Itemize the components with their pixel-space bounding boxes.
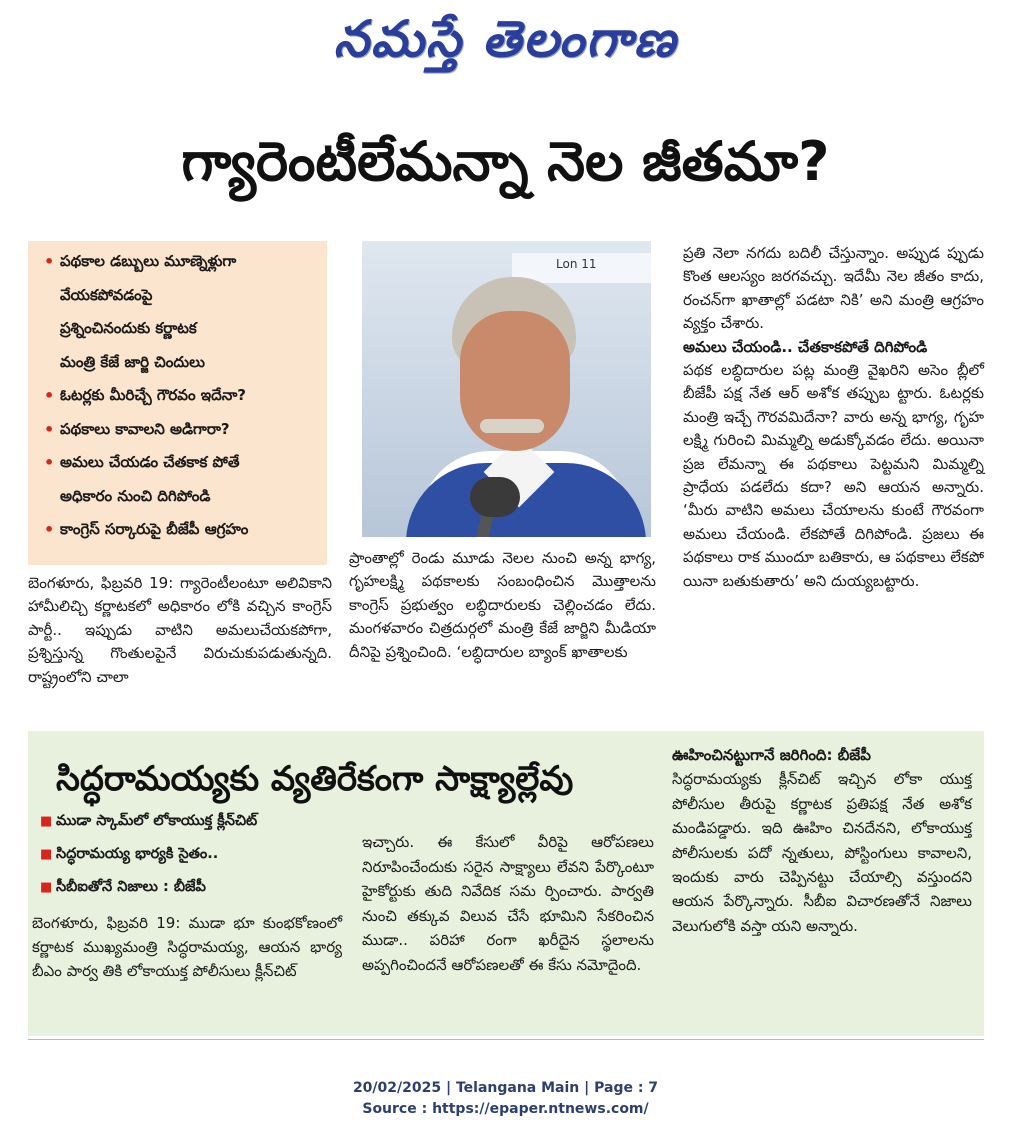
bullet-icon: •	[44, 453, 55, 472]
story2-headline: సిద్ధరామయ్యకు వ్యతిరేకంగా సాక్ష్యాల్లేవు	[56, 759, 574, 799]
minister-photo	[362, 241, 651, 537]
story2-text-3: సిద్ధరామయ్యకు క్లీన్‌చిట్ ఇచ్చిన లోకా యుక్త పోలీసుల తీరుపై కర్ణాటక ప్రతిపక్ష నేత అశోక మండిపడ్డారు. ఇది ఊహిం చినదేనని, లోకాయుక్త పోలీసులకు పదో న్నతులు, పోస్టింగులు కావాలని, ఇందుకు వారు చెప్పినట్టు చేయాల్సి వస్తుందని ఆయన పేర్కొన్నారు. సీబీఐ విచారణతోనే నిజాలు వెలుగులోకి వస్తా యని అన్నారు.	[672, 770, 972, 935]
highlight-text: అమలు చేయడం చేతకాక పోతే	[60, 453, 240, 471]
story2-text-2: ఇచ్చారు. ఈ కేసులో వీరిపై ఆరోపణలు నిరూపించేందుకు సరైన సాక్ష్యాలు లేవని పేర్కొంటూ హైకోర్టుకు తుది నివేదిక సమ ర్పించారు. పార్వతి నుంచి తక్కువ విలువ చేసే భూమిని సేకరించిన ముడా.. పరిహా రంగా ఖరీదైన స్థలాలను అప్పగించిందనే ఆరోపణలతో ఈ కేసు నమోదైంది.	[362, 833, 654, 974]
bullet-icon: •	[44, 520, 55, 539]
bullet-icon: •	[44, 252, 55, 271]
highlight-text-cont: ప్రశ్నించినందుకు కర్ణాటక	[60, 319, 197, 337]
story2-point	[34, 838, 348, 871]
highlight-text: పథకాలు కావాలని అడిగారా?	[60, 419, 230, 438]
highlight-item	[44, 513, 317, 547]
highlight-item	[44, 245, 317, 379]
masthead-logo	[0, 6, 1011, 76]
story2-column-2	[362, 830, 654, 977]
highlight-text: ఓటర్లకు మీరిచ్చే గౌరవం ఇదేనా?	[60, 386, 246, 404]
highlight-item	[44, 379, 317, 413]
story2-subheading: ఊహించినట్టుగానే జరిగింది: బీజేపీ	[672, 746, 871, 764]
highlight-item	[44, 413, 317, 447]
story2-column-3	[672, 743, 972, 938]
highlight-text-cont: వేయకపోవడంపై	[60, 285, 153, 304]
story1-text-2: ప్రాంతాల్లో రెండు మూడు నెలల నుంచి అన్న భాగ్య, గృహలక్ష్మి పథకాలకు సంబంధించిన మొత్తాలను కాంగ్రెస్ ప్రభుత్వం లబ్ధిదారులకు చెల్లించడం లేదు. మంగళవారం చిత్రదుర్గలో మంత్రి కేజే జార్జిని మీడియా దీనిపై ప్రశ్నించింది. ‘లబ్ధిదారుల బ్యాంక్ ఖాతాలకు	[349, 549, 656, 661]
story1-column-2	[349, 547, 656, 664]
photo-banner-text: Lon 11	[556, 257, 597, 271]
story2-point	[34, 871, 348, 904]
highlight-text: కాంగ్రెస్ సర్కారుపై బీజేపీ ఆగ్రహం	[60, 520, 249, 538]
highlight-text-cont: మంత్రి కేజే జార్జి చిందులు	[60, 352, 205, 371]
story1-subheading: అమలు చేయండి.. చేతకాకపోతే దిగిపోండి	[683, 337, 928, 356]
square-bullet-icon: ■	[40, 880, 53, 895]
bullet-icon: •	[44, 419, 55, 439]
story2-point	[34, 805, 348, 838]
highlights-list	[44, 245, 317, 547]
story1-column-1	[28, 572, 332, 689]
story2-column-1	[32, 911, 342, 983]
footer-divider	[28, 1039, 984, 1040]
highlight-item	[44, 446, 317, 513]
story1-text-3b: పథక లబ్ధిదారుల పట్ల మంత్రి వైఖరిని అసెం బ్లీలో బీజేపీ పక్ష నేత ఆర్ అశోక తప్పుబ ట్టారు. ఓటర్లకు మంత్రి ఇచ్చే గౌరవమిదేనా? వారు అన్న భాగ్య, గృహ లక్ష్మి గురించి మిమ్మల్ని అడుక్కోవడం లేదు. అయినా ప్రజ లేమన్నా ఈ పథకాలు పెట్టమని మిమ్మల్ని ప్రాధేయ పడలేదు కదా? అని ఆయన అన్నారు. ‘మీరు వాటిని అమలు చేయాలను కుంటే గౌరవంగా అమలు చేయండి. లేకపోతే దిగిపోండి. ప్రజలు ఈ పథకాలు రాక ముందూ బతికారు, ఆ పథకాలు లేకపో యినా బతుకుతారు’ అని దుయ్యబట్టారు.	[683, 361, 984, 590]
footer-date-line: 20/02/2025 | Telangana Main | Page : 7	[352, 1080, 659, 1096]
square-bullet-icon: ■	[40, 847, 53, 862]
story1-column-3	[683, 242, 984, 593]
story2-points	[34, 805, 348, 904]
bullet-icon: •	[44, 386, 55, 405]
story1-text-3a: ప్రతి నెలా నగదు బదిలీ చేస్తున్నాం. అప్పుడ ప్పుడు కొంత ఆలస్యం జరగవచ్చు. ఇదేమీ నెల జీతం కాదు, రంచన్‌గా ఖాతాల్లో పడటా నికి’ అని మంత్రి ఆగ్రహం వ్యక్తం చేశారు.	[683, 244, 984, 333]
story2-text-1: బెంగళూరు, ఫిబ్రవరి 19: ముడా భూ కుంభకోణంలో కర్ణాటక ముఖ్యమంత్రి సిద్ధరామయ్య, ఆయన భార్య బీఎం పార్వ తికి లోకాయుక్త పోలీసులు క్లీన్‌చిట్	[32, 914, 342, 980]
main-headline: గ్యారెంటీలేమన్నా నెల జీతమా?	[181, 130, 830, 193]
story1-text-1: బెంగళూరు, ఫిబ్రవరి 19: గ్యారెంటీలంటూ అలివికాని హామీలిచ్చి కర్ణాటకలో అధికారం లోకి వచ్చిన కాంగ్రెస్ పార్టీ.. ఇప్పుడు వాటిని అమలుచేయకపోగా, ప్రశ్నిస్తున్న గొంతులపైనే విరుచుకుపడుతున్నది. రాష్ట్రంలోని చాలా	[28, 574, 332, 686]
story2-point-text: ముడా స్కామ్‌లో లోకాయుక్త క్లీన్‌చిట్	[56, 813, 258, 829]
story2-point-text: సీబీఐతోనే నిజాలు : బీజేపీ	[56, 879, 206, 895]
story2-point-text: సిద్ధరామయ్య భార్యకి సైతం..	[56, 846, 219, 862]
masthead-title: నమస్తే తెలంగాణ	[333, 9, 678, 68]
square-bullet-icon: ■	[40, 814, 53, 829]
footer-source-line: Source : https://epaper.ntnews.com/	[362, 1101, 649, 1117]
highlight-text-cont: అధికారం నుంచి దిగిపోండి	[60, 486, 211, 505]
footer	[0, 1078, 1011, 1120]
highlight-text: పథకాల డబ్బులు మూణ్నెళ్లుగా	[60, 252, 237, 270]
highlights-box	[28, 241, 327, 565]
